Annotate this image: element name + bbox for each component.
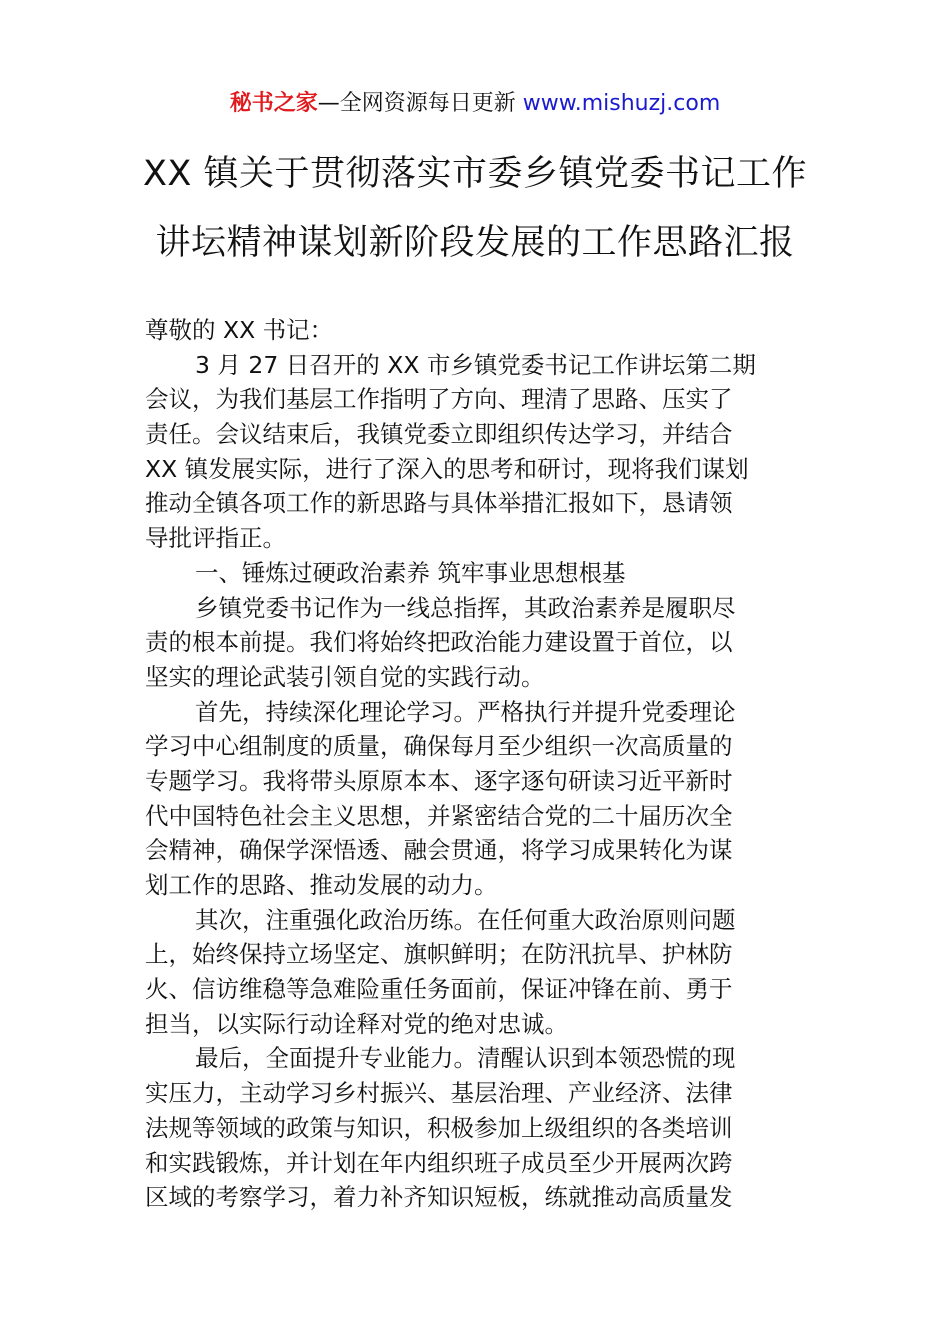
body-text-line: 责任。会议结束后，我镇党委立即组织传达学习，并结合	[145, 420, 733, 449]
site-banner	[0, 88, 950, 120]
document-title-line-2: 讲坛精神谋划新阶段发展的工作思路汇报	[155, 223, 795, 263]
body-text-line: 学习中心组制度的质量，确保每月至少组织一次高质量的	[145, 732, 733, 761]
brand-name: 秘书之家	[229, 91, 318, 116]
body-text-line: 其次，注重强化政治历练。在任何重大政治原则问题	[195, 905, 736, 934]
body-text-line: 代中国特色社会主义思想，并紧密结合党的二十届历次全	[145, 801, 733, 830]
body-text-line: 3 月 27 日召开的 XX 市乡镇党委书记工作讲坛第二期	[195, 350, 756, 379]
document-body	[145, 313, 785, 1215]
salutation: 尊敬的 XX 书记：	[145, 316, 334, 344]
body-text-line: 区域的考察学习，着力补齐知识短板，练就推动高质量发	[145, 1183, 733, 1212]
body-text-line: 划工作的思路、推动发展的动力。	[145, 871, 498, 899]
body-text-line: 会精神，确保学深悟透、融会贯通，将学习成果转化为谋	[145, 836, 733, 865]
body-text-line: XX 镇发展实际，进行了深入的思考和研讨，现将我们谋划	[145, 454, 749, 483]
section-heading: 一、锤炼过硬政治素养 筑牢事业思想根基	[195, 558, 626, 587]
body-text-line: 火、信访维稳等急难险重任务面前，保证冲锋在前、勇于	[145, 975, 733, 1004]
body-text-line: 坚实的理论武装引领自觉的实践行动。	[145, 662, 545, 691]
body-text-line: 最后，全面提升专业能力。清醒认识到本领恐慌的现	[195, 1044, 736, 1073]
document-title-line-1: XX 镇关于贯彻落实市委乡镇党委书记工作	[142, 154, 808, 194]
body-text-line: 推动全镇各项工作的新思路与具体举措汇报如下，恳请领	[145, 489, 733, 518]
site-url-link[interactable]: www.mishuzj.com	[522, 91, 721, 116]
body-text-line: 专题学习。我将带头原原本本、逐字逐句研读习近平新时	[145, 766, 733, 795]
body-text-line: 担当，以实际行动诠释对党的绝对忠诚。	[145, 1009, 568, 1038]
body-text-line: 责的根本前提。我们将始终把政治能力建设置于首位，以	[145, 628, 733, 657]
body-text-line: 上，始终保持立场坚定、旗帜鲜明；在防汛抗旱、护林防	[145, 940, 733, 969]
body-text-line: 导批评指正。	[145, 524, 286, 553]
body-text-line: 乡镇党委书记作为一线总指挥，其政治素养是履职尽	[195, 593, 736, 622]
body-text-line: 法规等领域的政策与知识，积极参加上级组织的各类培训	[145, 1113, 733, 1142]
banner-slogan: —全网资源每日更新	[317, 91, 523, 116]
body-text-line: 会议，为我们基层工作指明了方向、理清了思路、压实了	[145, 385, 733, 414]
body-text-line: 首先，持续深化理论学习。严格执行并提升党委理论	[195, 697, 736, 726]
body-text-line: 实压力，主动学习乡村振兴、基层治理、产业经济、法律	[145, 1079, 733, 1108]
body-text-line: 和实践锻炼，并计划在年内组织班子成员至少开展两次跨	[145, 1148, 733, 1177]
